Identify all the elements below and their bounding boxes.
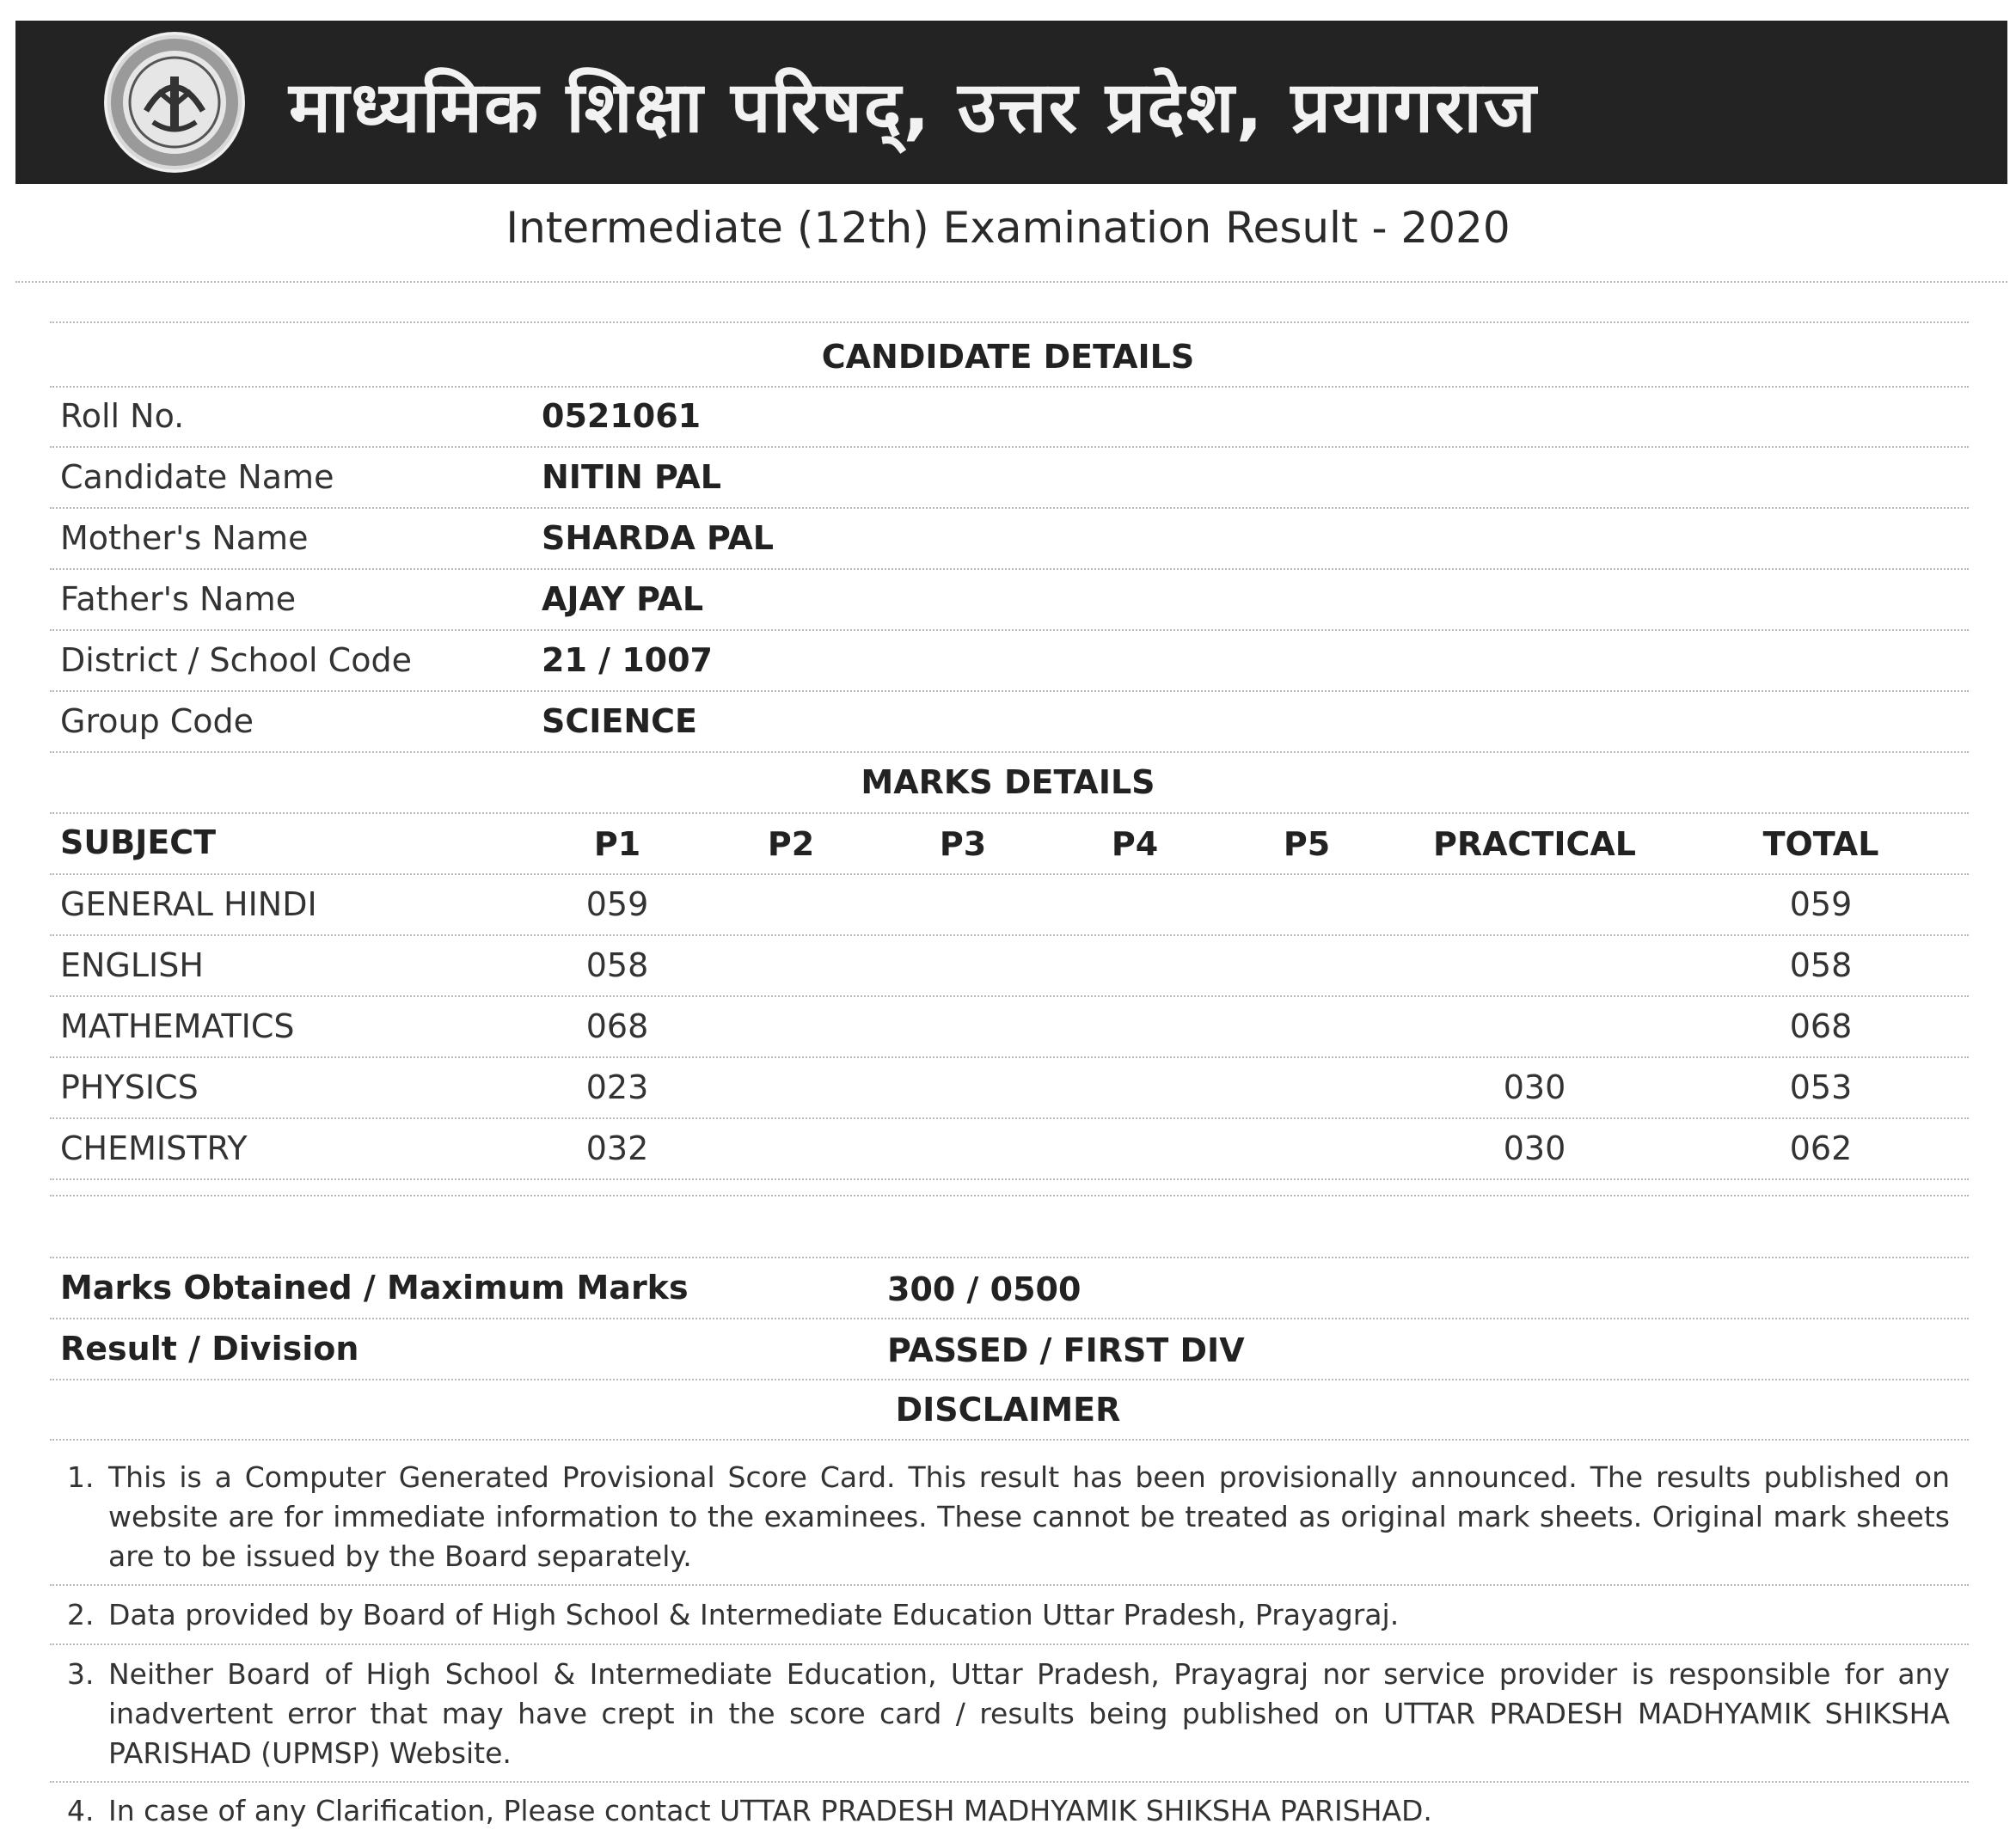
divider (50, 1379, 1969, 1380)
disclaimer-text: Data provided by Board of High School & Intermediate Education Uttar Pradesh, Prayagraj. (108, 1598, 1400, 1631)
p1-cell: 068 (585, 1007, 649, 1045)
result-division-value: PASSED / FIRST DIV (887, 1331, 1245, 1369)
mother-name-value: SHARDA PAL (542, 519, 775, 557)
disclaimer-item (67, 1458, 1950, 1576)
divider (50, 812, 1969, 814)
p1-cell: 023 (585, 1068, 649, 1106)
disclaimer-item (67, 1791, 1950, 1831)
father-name-value: AJAY PAL (542, 580, 704, 618)
total-header: TOTAL (1762, 825, 1879, 863)
p3-header: P3 (939, 825, 987, 863)
disclaimer-item (67, 1655, 1950, 1773)
divider (50, 507, 1969, 509)
marks-obtained-label: Marks Obtained / Maximum Marks (60, 1269, 689, 1307)
disclaimer-item (67, 1595, 1950, 1635)
divider (15, 281, 2007, 283)
divider (50, 995, 1969, 997)
practical-cell: 030 (1503, 1068, 1566, 1106)
divider (50, 629, 1969, 631)
divider (50, 873, 1969, 875)
father-name-label: Father's Name (60, 580, 297, 618)
disclaimer-number: 4. (67, 1794, 95, 1827)
disclaimer-number: 1. (67, 1460, 95, 1494)
p1-cell: 032 (585, 1129, 649, 1167)
divider (50, 1178, 1969, 1180)
roll-no-value: 0521061 (542, 397, 702, 435)
disclaimer-number: 2. (67, 1598, 95, 1631)
p4-header: P4 (1111, 825, 1159, 863)
candidate-name-value: NITIN PAL (542, 458, 722, 496)
candidate-name-label: Candidate Name (60, 458, 334, 496)
subject-cell: MATHEMATICS (60, 1007, 295, 1045)
subject-cell: CHEMISTRY (60, 1129, 248, 1167)
board-title-hindi: माध्यमिक शिक्षा परिषद्, उत्तर प्रदेश, प्रयागराज (289, 67, 1538, 149)
total-cell: 059 (1789, 885, 1853, 923)
p5-header: P5 (1283, 825, 1331, 863)
subject-header: SUBJECT (60, 823, 217, 861)
group-code-label: Group Code (60, 702, 254, 740)
header-band (15, 21, 2007, 184)
p1-header: P1 (593, 825, 641, 863)
disclaimer-text: Neither Board of High School & Intermediate Education, Uttar Pradesh, Prayagraj nor service provider is responsible for any inadvertent error that may have crept in the score card / results being published on UTTAR PRADESH MADHYAMIK SHIKSHA PARISHAD (UPMSP) Website. (108, 1657, 1950, 1770)
divider (50, 934, 1969, 936)
school-code-label: District / School Code (60, 641, 412, 679)
subject-cell: PHYSICS (60, 1068, 199, 1106)
disclaimer-text: This is a Computer Generated Provisional Score Card. This result has been provisionally announced. The results published on website are for immediate information to the examinees. These cannot be treated as original mark sheets. Original mark sheets are to be issued by the Board separately. (108, 1460, 1950, 1573)
divider (50, 1056, 1969, 1058)
total-cell: 068 (1789, 1007, 1853, 1045)
practical-header: PRACTICAL (1433, 825, 1636, 863)
roll-no-label: Roll No. (60, 397, 185, 435)
disclaimer-title: DISCLAIMER (895, 1391, 1121, 1429)
divider (50, 1584, 1969, 1586)
up-government-seal-icon (101, 29, 248, 175)
group-code-value: SCIENCE (542, 702, 698, 740)
divider (50, 1318, 1969, 1319)
divider (50, 321, 1969, 323)
practical-cell: 030 (1503, 1129, 1566, 1167)
divider (50, 1117, 1969, 1119)
divider (50, 568, 1969, 570)
total-cell: 062 (1789, 1129, 1853, 1167)
total-cell: 053 (1789, 1068, 1853, 1106)
candidate-details-title: CANDIDATE DETAILS (821, 338, 1195, 376)
divider (50, 1439, 1969, 1441)
divider (50, 1195, 1969, 1196)
disclaimer-text: In case of any Clarification, Please contact UTTAR PRADESH MADHYAMIK SHIKSHA PARISHAD. (108, 1794, 1432, 1827)
total-cell: 058 (1789, 946, 1853, 984)
divider (50, 690, 1969, 692)
school-code-value: 21 / 1007 (542, 641, 713, 679)
p1-cell: 058 (585, 946, 649, 984)
marks-obtained-value: 300 / 0500 (887, 1270, 1082, 1308)
result-division-label: Result / Division (60, 1330, 359, 1368)
divider (50, 386, 1969, 388)
subject-cell: ENGLISH (60, 946, 204, 984)
p1-cell: 059 (585, 885, 649, 923)
p2-header: P2 (767, 825, 815, 863)
marks-details-title: MARKS DETAILS (861, 763, 1155, 801)
divider (50, 1781, 1969, 1783)
subject-cell: GENERAL HINDI (60, 885, 317, 923)
exam-title: Intermediate (12th) Examination Result - 2020 (506, 203, 1510, 253)
divider (50, 446, 1969, 448)
divider (50, 1257, 1969, 1258)
divider (50, 751, 1969, 753)
divider (50, 1643, 1969, 1645)
disclaimer-number: 3. (67, 1657, 95, 1691)
mother-name-label: Mother's Name (60, 519, 309, 557)
